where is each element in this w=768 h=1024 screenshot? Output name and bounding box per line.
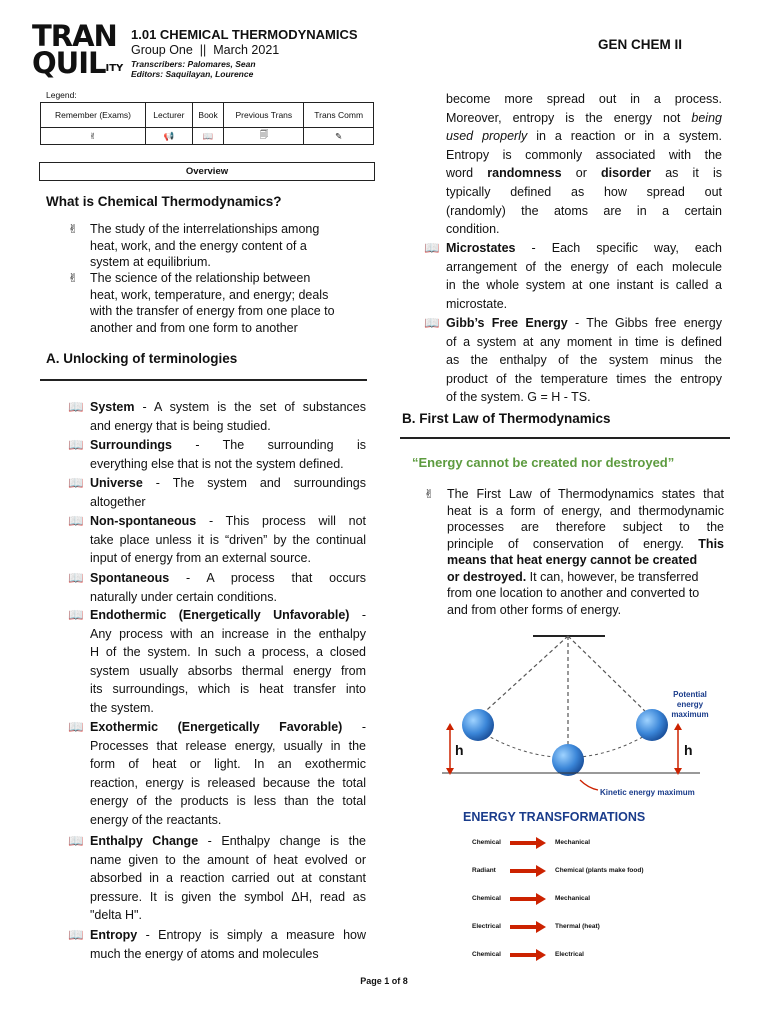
term: Exothermic (Energetically Favorable) <box>90 720 343 734</box>
term-body <box>90 398 366 435</box>
line <box>447 569 724 586</box>
line: from one location to another and converted to <box>447 586 700 600</box>
transformation-from: Electrical <box>472 923 501 930</box>
text: - <box>342 720 366 734</box>
document-icon: 🗐 <box>224 128 304 145</box>
book-icon: 📖 <box>68 720 84 734</box>
line: The First Law of Thermodynamics states that <box>447 487 724 501</box>
legend-label: Legend: <box>46 90 77 100</box>
line: The study of the interrelationships among <box>90 222 320 236</box>
book-icon: 📖 <box>68 400 84 414</box>
line: arrangement of the energy of each molecule <box>446 259 722 274</box>
red-arrow-icon <box>510 948 546 966</box>
line: heat, work, temperature, and energy; deals <box>90 287 329 302</box>
course-label: GEN CHEM II <box>598 37 683 52</box>
line <box>447 552 724 569</box>
pendulum-string-left <box>478 636 568 718</box>
term-item <box>68 512 366 568</box>
microstates-item <box>424 239 722 313</box>
book-icon: 📖 <box>68 834 84 848</box>
transformation-to: Mechanical <box>555 895 591 902</box>
line: as the enthalpy of the system minus the <box>446 353 722 368</box>
term-item <box>68 718 366 830</box>
logo-bottom: $QUIL_{ITY}$ <box>32 46 124 80</box>
term-body <box>90 474 366 511</box>
book-icon: 📖 <box>68 476 84 490</box>
line <box>446 314 722 333</box>
line: input of energy from an external source. <box>90 551 311 566</box>
text: - <box>349 608 366 622</box>
italic: used properly <box>446 129 528 144</box>
line <box>447 536 724 553</box>
line: energy <box>676 700 704 709</box>
transformation-to: Thermal (heat) <box>555 923 600 930</box>
line: energy of the products is less than the total <box>90 794 366 809</box>
text: - The surrounding is <box>171 438 366 452</box>
term: Surroundings <box>90 438 172 452</box>
line: of a system at any moment in time is defined <box>446 334 722 349</box>
line: "delta H". <box>90 908 142 923</box>
line <box>90 832 366 851</box>
legend-col-trans-comm: Trans Comm <box>304 103 374 128</box>
overview-bar: Overview <box>39 162 375 181</box>
red-arrow-icon <box>510 920 546 938</box>
line: altogether <box>90 494 146 509</box>
line: energy of the reactants. <box>90 812 222 827</box>
line: heat is a form of energy, and thermodynamic <box>447 503 724 518</box>
transformation-from: Chemical <box>472 951 501 958</box>
potential-energy-label <box>660 690 720 720</box>
transformation-to: Chemical (plants make food) <box>555 867 644 874</box>
legend-col-book: Book <box>192 103 224 128</box>
text: - Each specific way, each <box>515 241 722 255</box>
line <box>90 398 366 417</box>
tranquility-logo <box>32 19 124 80</box>
text: - The system and surroundings <box>142 476 366 490</box>
ball-left <box>462 709 494 741</box>
line: its surroundings, which is heat transfer into <box>90 682 366 697</box>
bold: This <box>698 536 724 551</box>
term-body <box>90 832 366 925</box>
h-label-right: h <box>684 742 693 758</box>
book-icon: 📖 <box>68 608 84 622</box>
term-body <box>90 512 366 568</box>
line: become more spread out in a process. <box>446 92 722 106</box>
line: name given to the amount of heat evolved or <box>90 852 366 867</box>
bold: means that heat energy cannot be created <box>447 553 698 567</box>
section-a-rule <box>40 379 367 381</box>
line: with the transfer of energy from one place to <box>90 304 335 318</box>
text: - Entropy is simply a measure how <box>137 928 366 942</box>
line: absorbed in a reaction carried out at constant <box>90 871 366 886</box>
term: Gibb’s Free Energy <box>446 316 568 330</box>
document-title: 1.01 CHEMICAL THERMODYNAMICS <box>131 27 358 42</box>
editors: Editors: Saquilayan, Lourence <box>131 69 254 79</box>
line: Entropy is commonly associated with the <box>446 147 722 162</box>
book-icon: 📖 <box>68 438 84 452</box>
line <box>90 606 366 625</box>
hand-icon: ✌ <box>41 128 146 145</box>
ball-center <box>552 744 584 776</box>
line: Moreover, entropy is the energy not being <box>446 110 722 125</box>
line: condition. <box>446 222 500 237</box>
term-body <box>90 436 366 473</box>
legend-col-lecturer: Lecturer <box>145 103 192 128</box>
term-item <box>68 474 366 511</box>
term: Microstates <box>446 241 516 255</box>
transformation-from: Chemical <box>472 839 501 846</box>
hand-icon: ✌ <box>68 222 79 236</box>
book-icon: 📖 <box>424 316 440 330</box>
line: of the system. G = H - TS. <box>446 390 591 405</box>
line: and energy that is being studied. <box>90 418 271 433</box>
line: another and from one form to another <box>90 320 298 335</box>
kinetic-pointer <box>580 780 598 790</box>
line: everything else that is not the system defined. <box>90 456 344 471</box>
line: product of the temperature times the entropy <box>446 371 722 386</box>
energy-transformations-title: ENERGY TRANSFORMATIONS <box>463 810 646 824</box>
pen-icon: ✎ <box>304 128 374 145</box>
legend-col-remember: Remember (Exams) <box>41 103 146 128</box>
line: reaction, energy is released because the total <box>90 775 366 790</box>
pendulum-diagram <box>430 630 730 810</box>
book-icon: 📖 <box>68 928 84 942</box>
line <box>446 239 722 258</box>
line <box>90 512 366 531</box>
page-number: Page 1 of 8 <box>360 976 408 986</box>
term-body <box>90 926 366 963</box>
line <box>90 474 366 493</box>
text: principle of conservation of energy. <box>447 536 684 551</box>
line: much the energy of atoms and molecules <box>90 946 319 961</box>
line: system at equilibrium. <box>90 255 211 269</box>
bold: randomness <box>487 166 562 181</box>
text: It can, however, be transferred <box>529 569 699 584</box>
line: pressure. It is given the symbol ΔH, read as <box>90 889 366 904</box>
book-icon: 📖 <box>192 128 224 145</box>
line <box>90 926 366 945</box>
term-item <box>68 398 366 435</box>
line: the system. <box>90 700 154 715</box>
term-body <box>90 718 366 830</box>
text: - A process that occurs <box>169 571 366 585</box>
section-b-rule <box>400 437 730 439</box>
logo-top: TRAN <box>32 19 117 53</box>
term-item <box>68 606 366 718</box>
line: word randomness or disorder as it is <box>446 166 722 181</box>
first-law-quote: “Energy cannot be created nor destroyed” <box>412 455 675 470</box>
line: processes are therefore subject to the <box>447 520 724 534</box>
line <box>90 569 366 588</box>
group-date: Group One || March 2021 <box>131 43 280 57</box>
book-icon: 📖 <box>68 571 84 585</box>
line: naturally under certain conditions. <box>90 589 277 604</box>
pendulum-string-right <box>568 636 652 718</box>
term-item <box>68 436 366 473</box>
line: in the whole system at one instant is called a <box>446 278 722 293</box>
transformation-from: Chemical <box>472 895 501 902</box>
term-body <box>90 606 366 718</box>
legend-col-previous-trans: Previous Trans <box>224 103 304 128</box>
transformation-to: Mechanical <box>555 839 591 846</box>
h-label-left: h <box>455 742 464 758</box>
line <box>90 718 366 737</box>
line: (randomly) the atoms are in a certain <box>446 203 722 218</box>
transcribers: Transcribers: Palomares, Sean <box>131 59 256 69</box>
hand-icon: ✌ <box>68 271 79 285</box>
line: Any process with an increase in the enthalpy <box>90 626 366 641</box>
term: Entropy <box>90 928 138 942</box>
term-body <box>90 569 366 606</box>
bold: or destroyed. <box>447 569 527 584</box>
text: - Enthalpy change is the <box>198 834 367 848</box>
book-icon: 📖 <box>424 241 440 255</box>
line: form of heat or light. In an exothermic <box>90 757 366 772</box>
book-icon: 📖 <box>68 514 84 528</box>
term: Universe <box>90 476 143 490</box>
bold: disorder <box>601 166 652 181</box>
term-item <box>68 569 366 606</box>
line: maximum <box>671 710 709 719</box>
text: - This process will not <box>196 514 366 528</box>
term: Spontaneous <box>90 571 170 585</box>
text: - The Gibbs free energy <box>567 316 722 330</box>
line: heat, work, and the energy content of a <box>90 238 307 253</box>
legend-table <box>40 102 374 145</box>
line: typically defined as how spread out <box>446 184 722 199</box>
transformation-from: Radiant <box>472 867 496 874</box>
line: H of the system. In such a process, a closed <box>90 645 366 660</box>
gibbs-item <box>424 314 722 407</box>
megaphone-icon: 📢 <box>145 128 192 145</box>
term: Endothermic (Energetically Unfavorable) <box>90 608 350 622</box>
line: The science of the relationship between <box>90 271 311 285</box>
term-item <box>68 926 366 963</box>
term-item <box>68 832 366 925</box>
section-a-heading: A. Unlocking of terminologies <box>46 351 238 366</box>
what-is-heading: What is Chemical Thermodynamics? <box>46 194 282 209</box>
line: microstate. <box>446 296 508 311</box>
transformation-to: Electrical <box>555 951 584 958</box>
section-b-heading: B. First Law of Thermodynamics <box>402 411 611 426</box>
term: Enthalpy Change <box>90 834 199 848</box>
italic: being <box>691 110 722 125</box>
entropy-continued <box>446 90 722 239</box>
text: - A system is the set of substances <box>134 400 366 414</box>
term: Non-spontaneous <box>90 514 197 528</box>
line: take place unless it is “driven” by the continual <box>90 532 366 547</box>
red-arrow-icon <box>510 864 546 882</box>
line: and from other forms of energy. <box>447 602 622 617</box>
red-arrow-icon <box>510 836 546 854</box>
line: system usually absorbs thermal energy from <box>90 663 366 678</box>
kinetic-energy-label: Kinetic energy maximum <box>600 788 695 797</box>
red-arrow-icon <box>510 892 546 910</box>
line <box>90 436 366 455</box>
line: used properly in a reaction or in a system. <box>446 129 722 144</box>
term: System <box>90 400 135 414</box>
line: Processes that release energy, usually in the <box>90 738 366 753</box>
hand-icon: ✌ <box>424 487 435 501</box>
line: Potential <box>673 690 707 699</box>
